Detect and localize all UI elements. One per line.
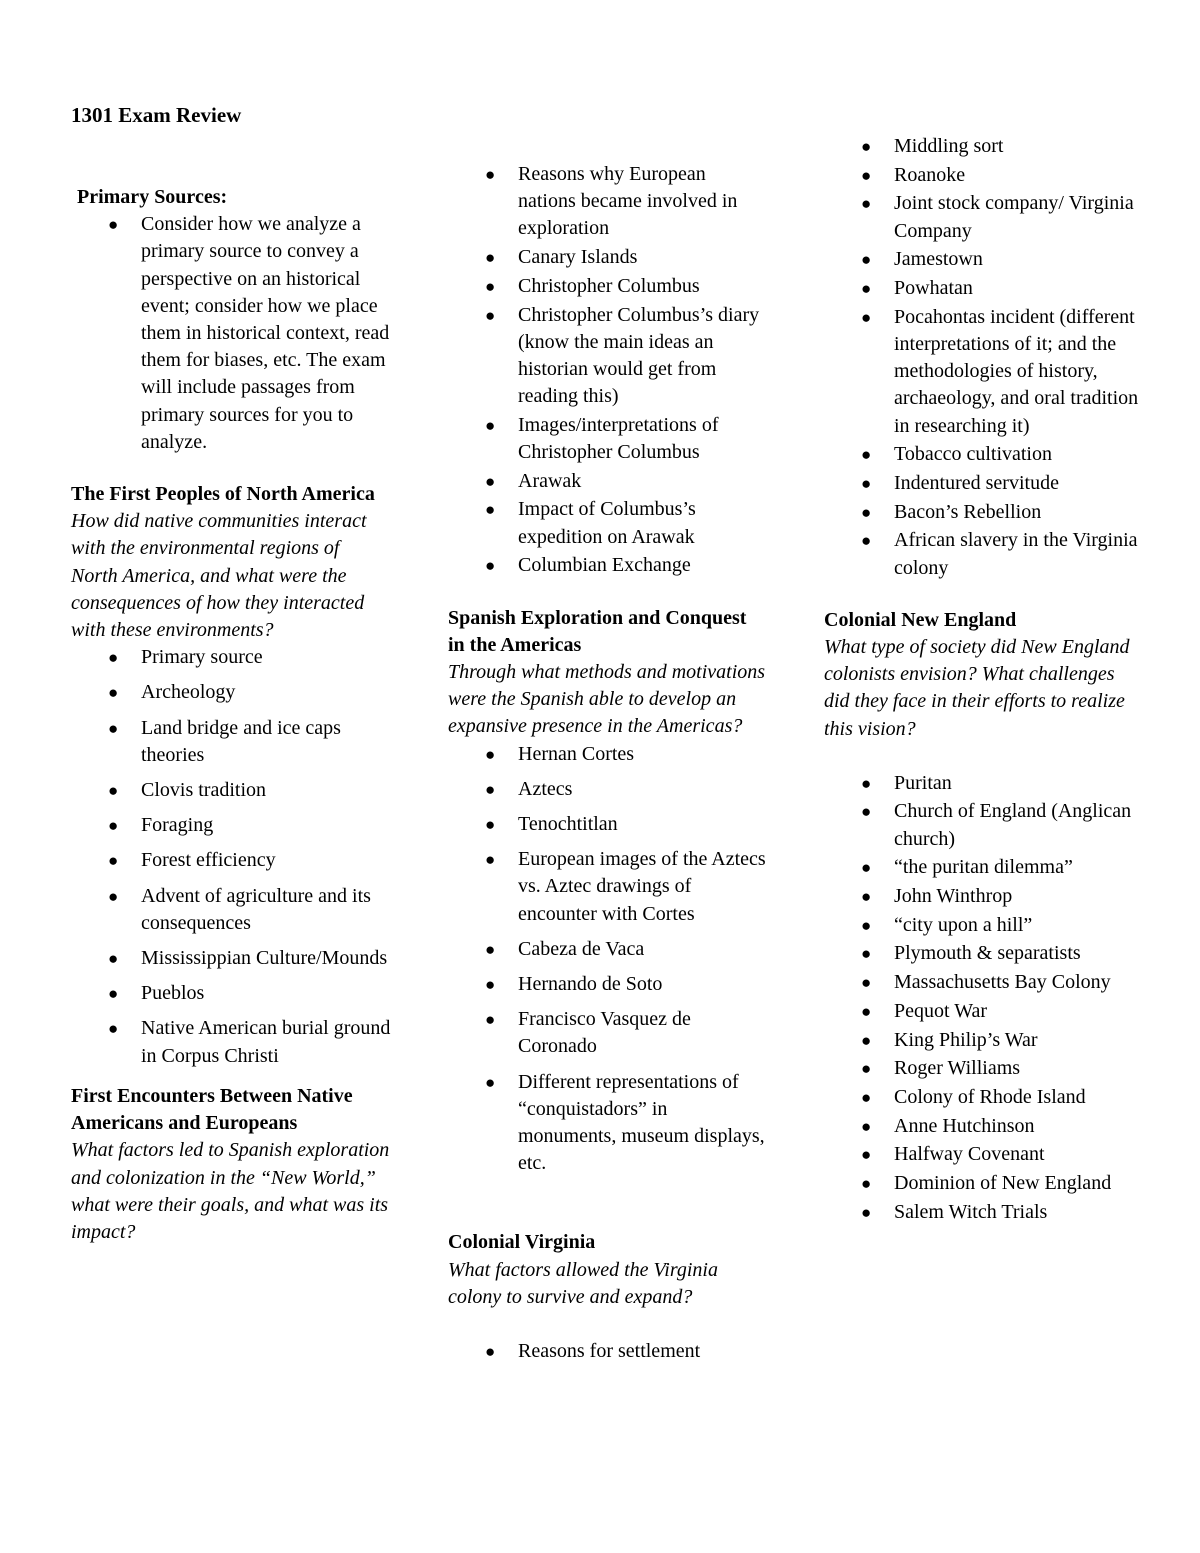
list-item-text: Halfway Covenant — [894, 1143, 1045, 1166]
bullet-icon: ● — [861, 1116, 872, 1136]
list-item — [824, 246, 1144, 273]
bullet-icon: ● — [861, 915, 872, 935]
list-item — [448, 161, 768, 243]
column-3 — [824, 133, 1144, 1226]
list-item-text: Massachusetts Bay Colony — [894, 971, 1111, 994]
spanish-exploration-list — [448, 741, 768, 1178]
list-item-text: Reasons why European nations became involved in exploration — [518, 163, 738, 240]
list-item — [824, 470, 1144, 497]
colonial-virginia-list — [824, 133, 1144, 582]
list-item-text: Consider how we analyze a primary source to convey a perspective on an historical event; consider how we place them in historical context, read them for biases, etc. The exam will include passages from primary sources for you to analyze. — [141, 213, 390, 453]
list-item — [824, 770, 1144, 797]
bullet-icon: ● — [485, 165, 496, 184]
list-item — [71, 847, 391, 874]
first-peoples-heading: The First Peoples of North America — [71, 483, 375, 506]
first-encounters-question: What factors led to Spanish exploration and colonization in the “New World,” what were their goals, and what was its impact? — [71, 1139, 390, 1243]
list-item-text: Clovis tradition — [141, 779, 266, 802]
list-item — [448, 811, 768, 838]
list-item — [448, 1006, 768, 1060]
bullet-icon: ● — [861, 137, 872, 156]
bullet-icon: ● — [861, 194, 872, 214]
list-item-text: Canary Islands — [518, 246, 638, 269]
bullet-icon: ● — [861, 250, 872, 270]
colonial-new-england-question: What type of society did New England colonists envision? What challenges did they face in their efforts to realize this vision? — [824, 635, 1130, 740]
bullet-icon: ● — [861, 1202, 872, 1222]
list-item-text: Puritan — [894, 771, 952, 794]
list-item — [824, 499, 1144, 526]
list-item — [824, 190, 1144, 244]
first-peoples-list — [71, 644, 391, 1070]
list-item-text: Christopher Columbus — [518, 274, 700, 297]
list-item — [824, 1113, 1144, 1140]
bullet-icon: ● — [485, 814, 496, 834]
list-item-text: John Winthrop — [894, 885, 1013, 908]
list-item — [824, 998, 1144, 1025]
list-item-text: Church of England (Anglican church) — [894, 800, 1132, 850]
first-encounters-list — [448, 161, 768, 580]
list-item-text: Jamestown — [894, 248, 983, 271]
column-1 — [71, 184, 391, 1246]
list-item-text: Foraging — [141, 814, 214, 837]
bullet-icon: ● — [861, 473, 872, 493]
list-item — [71, 679, 391, 706]
list-item — [448, 412, 768, 466]
list-item-text: Different representations of “conquistadors” in monuments, museum displays, etc. — [518, 1070, 765, 1175]
list-item-text: European images of the Aztecs vs. Aztec drawings of encounter with Cortes — [518, 848, 766, 925]
bullet-icon: ● — [108, 718, 119, 738]
bullet-icon: ● — [861, 1088, 872, 1107]
bullet-icon: ● — [108, 886, 119, 906]
bullet-icon: ● — [861, 445, 872, 465]
list-item-text: “the puritan dilemma” — [894, 856, 1073, 879]
bullet-icon: ● — [108, 984, 119, 1004]
bullet-icon: ● — [485, 939, 496, 959]
bullet-icon: ● — [861, 307, 872, 327]
list-item-text: Pequot War — [894, 999, 988, 1022]
list-item-text: Columbian Exchange — [518, 554, 691, 577]
list-item — [824, 969, 1144, 996]
bullet-icon: ● — [108, 1019, 119, 1039]
list-item — [448, 302, 768, 411]
bullet-icon: ● — [485, 744, 496, 764]
bullet-icon: ● — [861, 858, 872, 878]
list-item — [824, 133, 1144, 160]
list-item-text: Pueblos — [141, 982, 205, 1005]
list-item-text: Roanoke — [894, 163, 966, 186]
bullet-icon: ● — [861, 887, 872, 907]
list-item-text: Anne Hutchinson — [894, 1114, 1035, 1137]
list-item — [824, 854, 1144, 881]
list-item — [448, 273, 768, 300]
bullet-icon: ● — [108, 648, 119, 668]
column-2 — [448, 161, 768, 1365]
list-item — [448, 936, 768, 963]
list-item — [448, 496, 768, 550]
list-item-text: Tenochtitlan — [518, 812, 618, 835]
list-item — [824, 1084, 1144, 1111]
list-item-text: Christopher Columbus’s diary (know the main ideas an historian would get from reading this) — [518, 303, 760, 408]
bullet-icon: ● — [861, 531, 872, 551]
list-item — [824, 527, 1144, 581]
list-item — [824, 1027, 1144, 1054]
bullet-icon: ● — [108, 816, 119, 836]
list-item-text: Arawak — [518, 469, 582, 492]
spanish-exploration-question: Through what methods and motivations were the Spanish able to develop an expansive presence in the Americas? — [448, 660, 766, 738]
list-item-text: Bacon’s Rebellion — [894, 500, 1042, 523]
colonial-virginia-list-start — [448, 1338, 768, 1365]
bullet-icon: ● — [861, 1059, 872, 1079]
bullet-icon: ● — [861, 773, 872, 793]
list-item — [71, 644, 391, 671]
bullet-icon: ● — [861, 802, 872, 822]
bullet-icon: ● — [485, 500, 496, 520]
bullet-icon: ● — [485, 1342, 496, 1362]
list-item — [448, 741, 768, 768]
list-item — [71, 812, 391, 839]
first-peoples-question: How did native communities interact with the environmental regions of North America, and what were the consequences of how they interacted with these environments? — [71, 510, 367, 642]
list-item-text: “city upon a hill” — [894, 913, 1033, 936]
list-item-text: African slavery in the Virginia colony — [894, 529, 1138, 579]
colonial-virginia-question: What factors allowed the Virginia colony to survive and expand? — [448, 1258, 718, 1308]
first-encounters-heading: First Encounters Between Native Americans and Europeans — [71, 1084, 353, 1135]
list-item — [448, 776, 768, 803]
bullet-icon: ● — [485, 974, 496, 994]
list-item-text: Forest efficiency — [141, 849, 276, 872]
bullet-icon: ● — [861, 1174, 872, 1194]
list-item-text: Joint stock company/ Virginia Company — [894, 192, 1134, 242]
list-item-text: Middling sort — [894, 135, 1004, 157]
list-item — [824, 883, 1144, 910]
list-item — [824, 304, 1144, 440]
list-item-text: Land bridge and ice caps theories — [141, 716, 341, 766]
bullet-icon: ● — [108, 851, 119, 871]
list-item-text: Salem Witch Trials — [894, 1200, 1048, 1223]
bullet-icon: ● — [861, 973, 872, 993]
bullet-icon: ● — [861, 502, 872, 522]
list-item — [824, 912, 1144, 939]
list-item — [448, 846, 768, 928]
list-item — [824, 1141, 1144, 1168]
list-item-text: Native American burial ground in Corpus Christi — [141, 1017, 391, 1067]
list-item — [71, 715, 391, 769]
primary-sources-heading: Primary Sources: — [77, 186, 228, 208]
bullet-icon: ● — [108, 781, 119, 801]
list-item — [824, 441, 1144, 468]
list-item-text: Plymouth & separatists — [894, 942, 1081, 965]
bullet-icon: ● — [485, 556, 496, 576]
colonial-new-england-list — [824, 770, 1144, 1226]
list-item-text: Archeology — [141, 681, 236, 704]
list-item — [448, 1069, 768, 1178]
list-item-text: Hernan Cortes — [518, 742, 635, 765]
list-item — [448, 971, 768, 998]
bullet-icon: ● — [108, 949, 119, 969]
list-item-text: Advent of agriculture and its consequences — [141, 884, 371, 934]
bullet-icon: ● — [861, 279, 872, 299]
list-item — [71, 211, 391, 456]
list-item-text: Primary source — [141, 646, 263, 669]
list-item — [824, 275, 1144, 302]
primary-sources-list — [71, 211, 391, 456]
list-item-text: King Philip’s War — [894, 1028, 1038, 1051]
list-item — [71, 980, 391, 1007]
bullet-icon: ● — [861, 165, 872, 185]
list-item — [824, 940, 1144, 967]
list-item-text: Mississippian Culture/Mounds — [141, 947, 388, 970]
bullet-icon: ● — [485, 850, 496, 870]
list-item-text: Hernando de Soto — [518, 972, 663, 995]
list-item-text: Cabeza de Vaca — [518, 937, 645, 960]
page-title: 1301 Exam Review — [71, 103, 242, 127]
bullet-icon: ● — [485, 248, 496, 268]
list-item-text: Indentured servitude — [894, 471, 1059, 494]
spanish-exploration-heading: Spanish Exploration and Conquest in the Americas — [448, 606, 747, 656]
list-item — [824, 1170, 1144, 1197]
list-item-text: Reasons for settlement — [518, 1340, 701, 1363]
bullet-icon: ● — [861, 944, 872, 964]
list-item-text: Colony of Rhode Island — [894, 1086, 1086, 1108]
list-item — [71, 777, 391, 804]
list-item — [824, 162, 1144, 189]
bullet-icon: ● — [861, 1030, 872, 1050]
list-item-text: Roger Williams — [894, 1057, 1021, 1080]
list-item-text: Impact of Columbus’s expedition on Arawak — [518, 498, 696, 548]
list-item — [824, 798, 1144, 852]
bullet-icon: ● — [108, 215, 119, 235]
bullet-icon: ● — [861, 1145, 872, 1165]
list-item-text: Tobacco cultivation — [894, 443, 1052, 466]
bullet-icon: ● — [485, 415, 496, 435]
list-item — [824, 1055, 1144, 1082]
bullet-icon: ● — [861, 1001, 872, 1021]
list-item-text: Francisco Vasquez de Coronado — [518, 1008, 691, 1058]
list-item — [448, 244, 768, 271]
list-item — [71, 883, 391, 937]
list-item — [824, 1199, 1144, 1226]
bullet-icon: ● — [485, 276, 496, 296]
list-item — [71, 945, 391, 972]
list-item — [71, 1015, 391, 1069]
colonial-new-england-heading: Colonial New England — [824, 608, 1017, 631]
bullet-icon: ● — [485, 305, 496, 325]
colonial-virginia-heading: Colonial Virginia — [448, 1231, 596, 1254]
list-item-text: Images/interpretations of Christopher Columbus — [518, 413, 719, 464]
bullet-icon: ● — [485, 779, 496, 799]
bullet-icon: ● — [485, 1010, 496, 1030]
list-item-text: Dominion of New England — [894, 1172, 1112, 1195]
list-item-text: Pocahontas incident (different interpretations of it; and the methodologies of history, archaeology, and oral tradition in researching it) — [894, 305, 1139, 437]
bullet-icon: ● — [108, 683, 119, 703]
list-item — [448, 468, 768, 495]
list-item — [448, 1338, 768, 1365]
bullet-icon: ● — [485, 1072, 496, 1092]
bullet-icon: ● — [485, 471, 496, 491]
list-item-text: Powhatan — [894, 277, 973, 300]
list-item — [448, 552, 768, 579]
list-item-text: Aztecs — [518, 777, 573, 800]
